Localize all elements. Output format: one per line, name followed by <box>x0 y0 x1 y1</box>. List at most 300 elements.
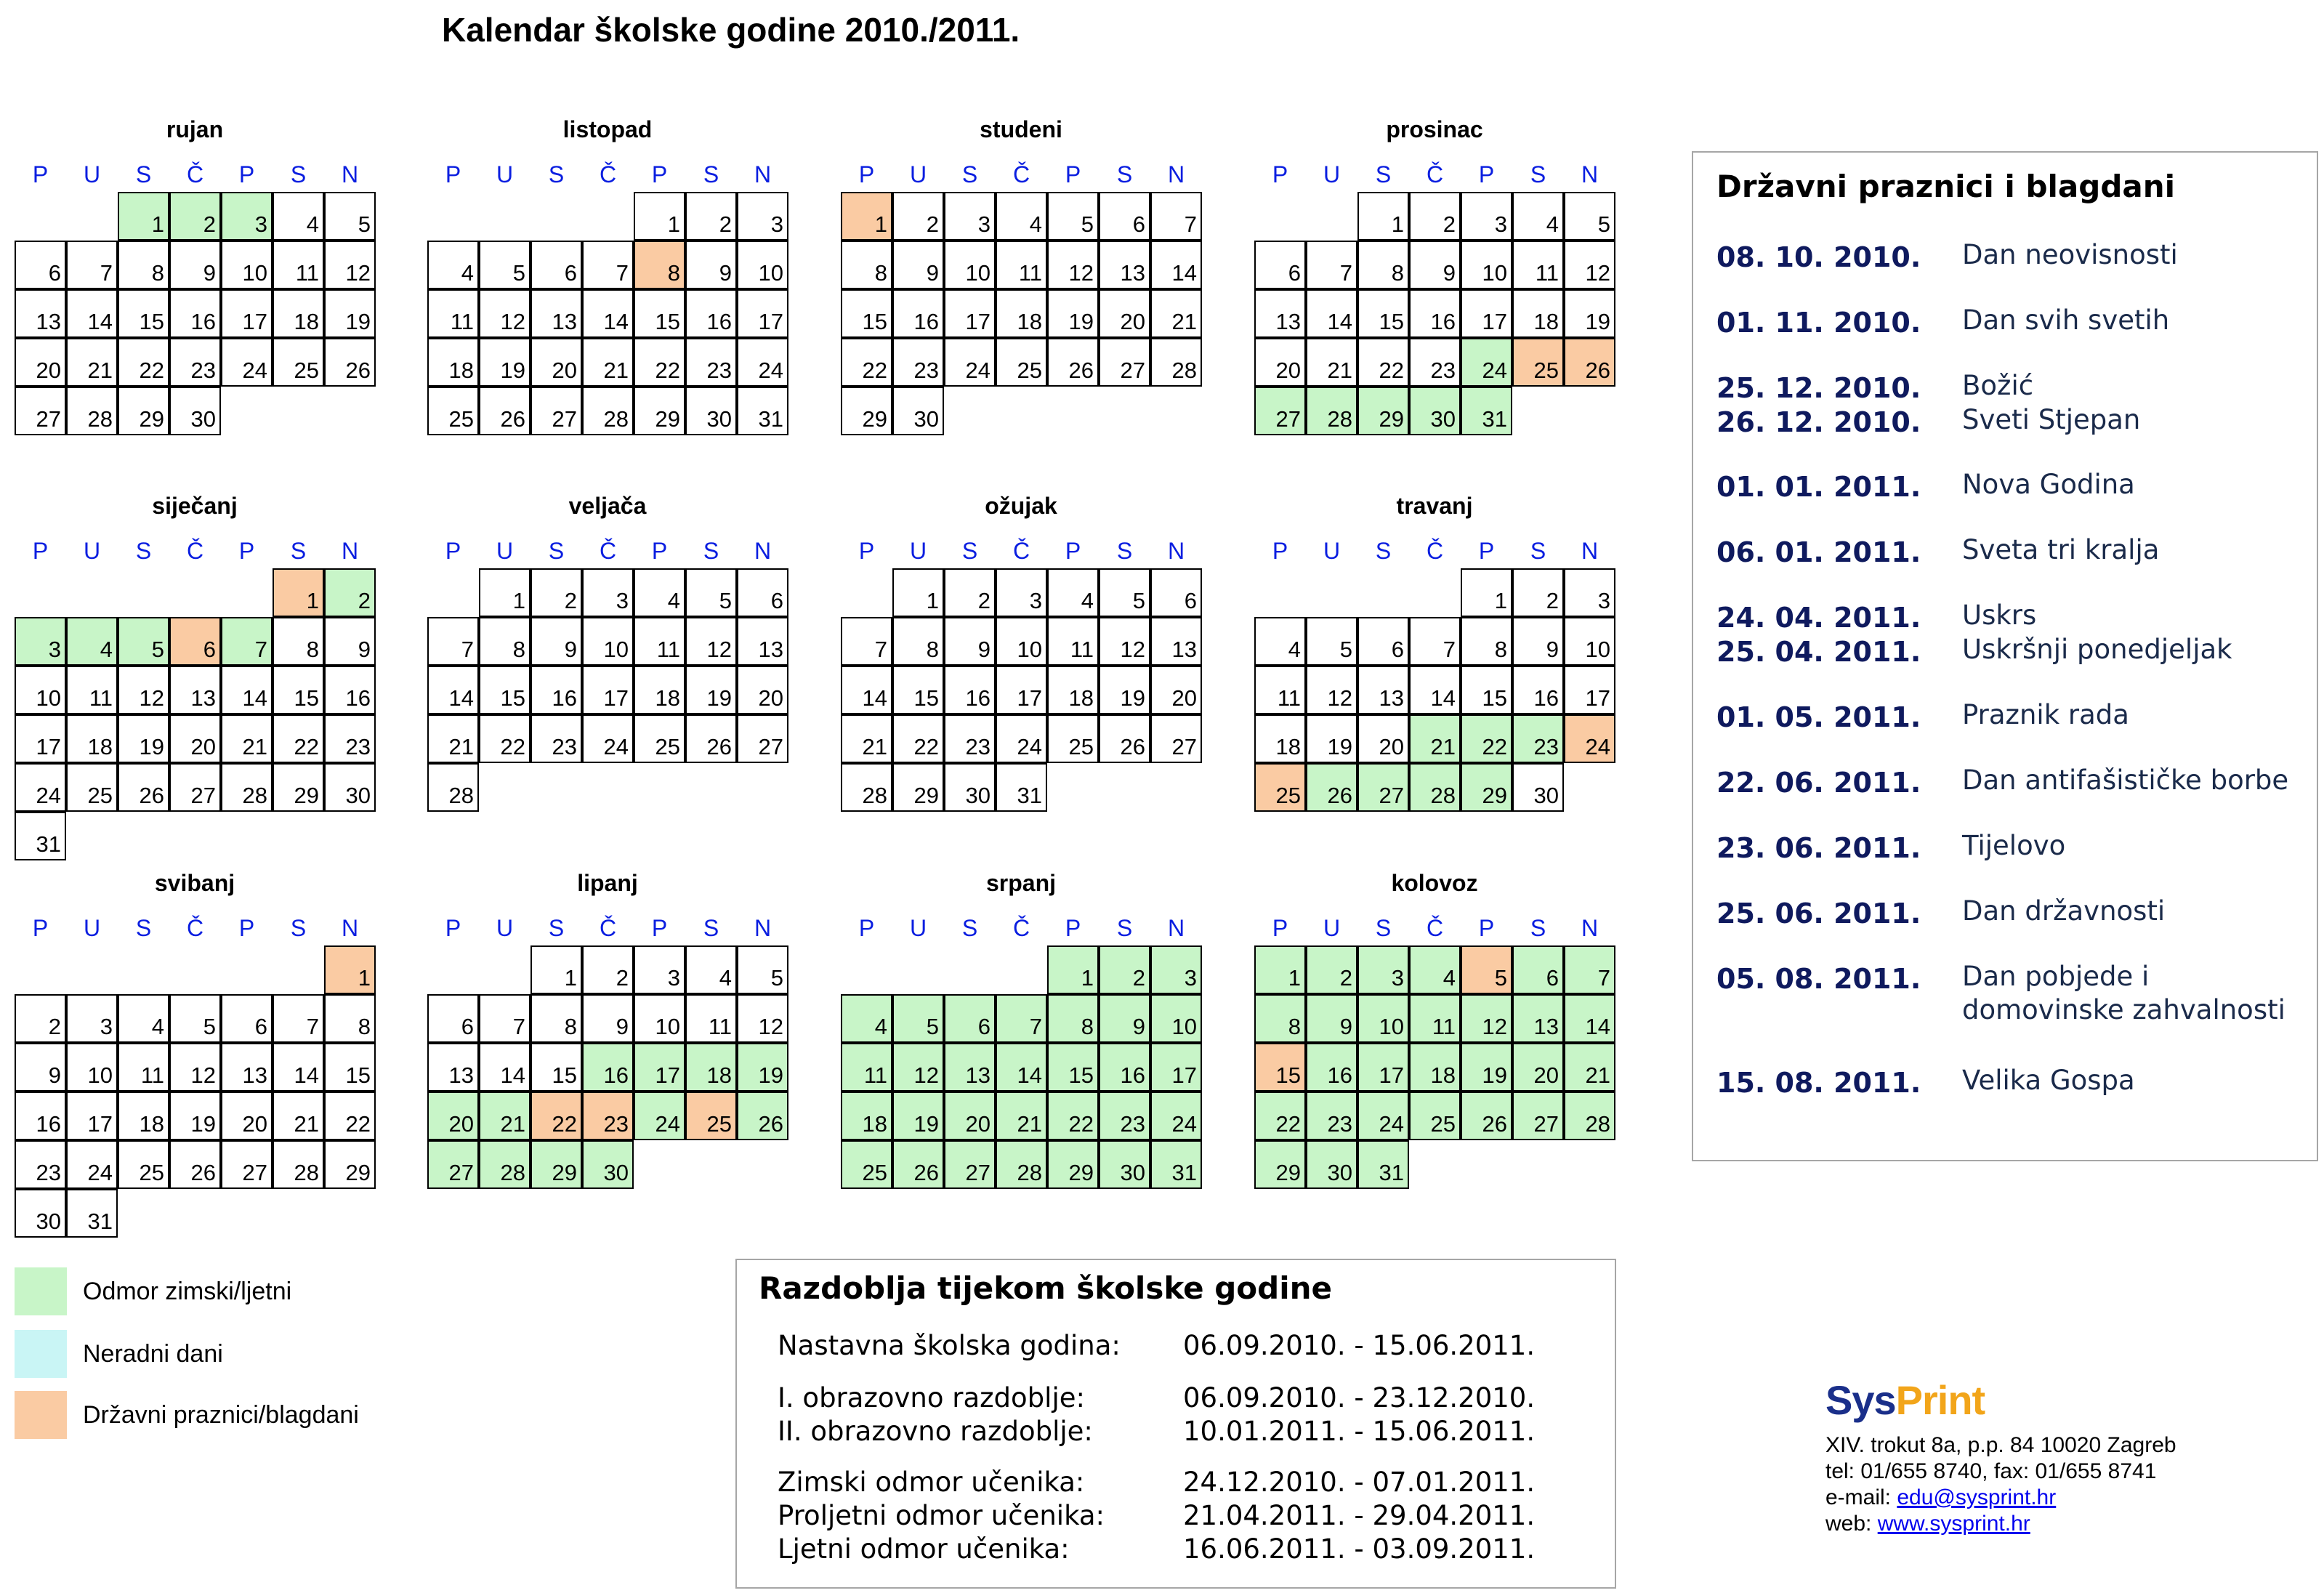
period-range: 16.06.2011. - 03.09.2011. <box>1183 1533 1536 1565</box>
day-cell: 19 <box>169 1092 221 1140</box>
day-cell: 30 <box>944 763 996 812</box>
weekday-label: Č <box>599 161 617 187</box>
day-cell: 22 <box>118 338 169 387</box>
weekday-label: S <box>548 915 565 941</box>
day-cell: 7 <box>841 617 892 666</box>
day-cell: 3 <box>996 568 1047 617</box>
day-cell: 16 <box>324 666 376 714</box>
holiday-date: 01. 05. 2011. <box>1716 701 1921 733</box>
day-cell: 12 <box>118 666 169 714</box>
day-cell: 5 <box>324 192 376 241</box>
day-cell: 23 <box>1306 1092 1357 1140</box>
weekday-label: P <box>445 915 461 941</box>
email-link[interactable]: edu@sysprint.hr <box>1897 1485 2057 1509</box>
day-cell: 4 <box>66 617 118 666</box>
weekday-label: U <box>496 161 514 187</box>
day-cell: 24 <box>15 763 66 812</box>
day-cell: 29 <box>1357 387 1409 435</box>
day-cell: 28 <box>427 763 479 812</box>
weekday-label: S <box>961 161 978 187</box>
day-cell: 27 <box>169 763 221 812</box>
holiday-date: 26. 12. 2010. <box>1716 406 1921 438</box>
day-cell: 30 <box>169 387 221 435</box>
day-cell: 5 <box>1564 192 1615 241</box>
day-cell: 14 <box>479 1043 530 1092</box>
day-cell: 28 <box>479 1140 530 1189</box>
day-cell: 20 <box>1357 714 1409 763</box>
day-cell: 28 <box>273 1140 324 1189</box>
day-cell: 20 <box>1254 338 1306 387</box>
day-cell: 20 <box>1150 666 1202 714</box>
day-cell: 21 <box>996 1092 1047 1140</box>
weekday-label: U <box>1323 538 1341 564</box>
day-cell: 3 <box>1357 945 1409 994</box>
day-cell: 24 <box>944 338 996 387</box>
day-cell: 15 <box>892 666 944 714</box>
day-cell: 21 <box>582 338 634 387</box>
day-cell: 6 <box>1254 241 1306 289</box>
day-cell: 3 <box>737 192 788 241</box>
day-cell: 7 <box>1409 617 1461 666</box>
day-cell: 17 <box>1357 1043 1409 1092</box>
weekday-label: N <box>1167 915 1185 941</box>
day-cell: 9 <box>1306 994 1357 1043</box>
weekday-label: S <box>135 161 152 187</box>
day-cell: 17 <box>66 1092 118 1140</box>
day-cell: 21 <box>66 338 118 387</box>
weekday-label: N <box>341 538 359 564</box>
day-cell: 2 <box>685 192 737 241</box>
day-cell: 8 <box>1357 241 1409 289</box>
day-cell: 28 <box>1150 338 1202 387</box>
day-cell: 30 <box>15 1189 66 1238</box>
day-cell: 8 <box>118 241 169 289</box>
day-cell: 12 <box>1099 617 1150 666</box>
day-cell: 12 <box>324 241 376 289</box>
weekday-label: P <box>651 915 668 941</box>
day-cell: 22 <box>324 1092 376 1140</box>
day-cell: 11 <box>634 617 685 666</box>
company-web-line <box>1825 1512 2030 1536</box>
holiday-name: Dan svih svetih <box>1962 305 2170 336</box>
weekday-label: S <box>548 161 565 187</box>
day-cell: 31 <box>15 812 66 860</box>
day-cell: 13 <box>1512 994 1564 1043</box>
day-cell: 12 <box>169 1043 221 1092</box>
day-cell: 25 <box>1047 714 1099 763</box>
day-cell: 9 <box>169 241 221 289</box>
day-cell: 20 <box>221 1092 273 1140</box>
day-cell: 8 <box>324 994 376 1043</box>
day-cell: 6 <box>221 994 273 1043</box>
weekday-label: P <box>238 538 255 564</box>
day-cell: 15 <box>634 289 685 338</box>
day-cell: 1 <box>530 945 582 994</box>
day-cell: 3 <box>221 192 273 241</box>
day-cell: 29 <box>273 763 324 812</box>
weekday-label: U <box>1323 915 1341 941</box>
day-cell: 4 <box>118 994 169 1043</box>
day-cell: 24 <box>634 1092 685 1140</box>
day-cell: 22 <box>1254 1092 1306 1140</box>
day-cell: 31 <box>1461 387 1512 435</box>
weekday-label: S <box>1375 915 1392 941</box>
holiday-name: Uskrs <box>1962 600 2037 631</box>
day-cell: 31 <box>1150 1140 1202 1189</box>
day-cell: 31 <box>1357 1140 1409 1189</box>
logo-part-sys: Sys <box>1825 1377 1896 1423</box>
day-cell: 17 <box>634 1043 685 1092</box>
day-cell: 4 <box>685 945 737 994</box>
day-cell: 1 <box>1254 945 1306 994</box>
holiday-name: Božić <box>1962 370 2034 401</box>
weekday-label: P <box>651 161 668 187</box>
holiday-date: 23. 06. 2011. <box>1716 832 1921 864</box>
holiday-date: 06. 01. 2011. <box>1716 536 1921 568</box>
day-cell: 7 <box>996 994 1047 1043</box>
day-cell: 3 <box>634 945 685 994</box>
weekday-label: S <box>135 915 152 941</box>
month-name: srpanj <box>985 870 1057 896</box>
day-cell: 10 <box>221 241 273 289</box>
day-cell: 18 <box>1254 714 1306 763</box>
weekday-label: S <box>1530 915 1546 941</box>
month-name: kolovoz <box>1391 870 1478 896</box>
holiday-name: Nova Godina <box>1962 469 2135 500</box>
day-cell: 18 <box>66 714 118 763</box>
day-cell: 14 <box>841 666 892 714</box>
day-cell: 22 <box>479 714 530 763</box>
day-cell: 25 <box>996 338 1047 387</box>
day-cell: 27 <box>1512 1092 1564 1140</box>
day-cell: 21 <box>427 714 479 763</box>
day-cell: 22 <box>1461 714 1512 763</box>
day-cell: 13 <box>221 1043 273 1092</box>
day-cell: 3 <box>15 617 66 666</box>
day-cell: 4 <box>996 192 1047 241</box>
day-cell: 10 <box>1564 617 1615 666</box>
day-cell: 3 <box>582 568 634 617</box>
day-cell: 17 <box>996 666 1047 714</box>
day-cell: 25 <box>634 714 685 763</box>
day-cell: 5 <box>479 241 530 289</box>
day-cell: 30 <box>1512 763 1564 812</box>
day-cell: 23 <box>944 714 996 763</box>
day-cell: 12 <box>1306 666 1357 714</box>
day-cell: 10 <box>1150 994 1202 1043</box>
holiday-name: Dan državnosti <box>1962 895 2166 927</box>
day-cell: 1 <box>118 192 169 241</box>
day-cell: 20 <box>427 1092 479 1140</box>
company-logo <box>1825 1376 1985 1424</box>
day-cell: 6 <box>1150 568 1202 617</box>
day-cell: 7 <box>1306 241 1357 289</box>
day-cell: 13 <box>944 1043 996 1092</box>
day-cell: 4 <box>427 241 479 289</box>
period-label: II. obrazovno razdoblje: <box>778 1416 1093 1447</box>
day-cell: 8 <box>273 617 324 666</box>
day-cell: 15 <box>841 289 892 338</box>
day-cell: 29 <box>841 387 892 435</box>
weekday-label: S <box>1530 538 1546 564</box>
day-cell: 24 <box>221 338 273 387</box>
day-cell: 9 <box>530 617 582 666</box>
day-cell: 14 <box>996 1043 1047 1092</box>
legend-swatch <box>15 1330 67 1378</box>
weekday-label: N <box>1167 161 1185 187</box>
day-cell: 11 <box>841 1043 892 1092</box>
day-cell: 13 <box>737 617 788 666</box>
weekday-label: U <box>909 161 927 187</box>
day-cell: 23 <box>582 1092 634 1140</box>
day-cell: 2 <box>1306 945 1357 994</box>
weekday-label: S <box>1116 915 1133 941</box>
day-cell: 2 <box>15 994 66 1043</box>
day-cell: 16 <box>1306 1043 1357 1092</box>
day-cell: 5 <box>169 994 221 1043</box>
day-cell: 27 <box>221 1140 273 1189</box>
day-cell: 8 <box>1461 617 1512 666</box>
day-cell: 10 <box>944 241 996 289</box>
weekday-label: U <box>83 915 101 941</box>
day-cell: 11 <box>1409 994 1461 1043</box>
day-cell: 18 <box>841 1092 892 1140</box>
weekday-label: U <box>909 538 927 564</box>
weekday-label: S <box>1375 161 1392 187</box>
day-cell: 6 <box>944 994 996 1043</box>
weekday-label: Č <box>186 538 204 564</box>
holiday-date: 15. 08. 2011. <box>1716 1067 1921 1099</box>
day-cell: 15 <box>1254 1043 1306 1092</box>
day-cell: 4 <box>1512 192 1564 241</box>
day-cell: 23 <box>685 338 737 387</box>
day-cell: 9 <box>15 1043 66 1092</box>
day-cell: 1 <box>892 568 944 617</box>
day-cell: 14 <box>221 666 273 714</box>
weekday-label: P <box>32 915 49 941</box>
month-name: listopad <box>562 116 653 142</box>
day-cell: 11 <box>996 241 1047 289</box>
day-cell: 14 <box>273 1043 324 1092</box>
day-cell: 12 <box>737 994 788 1043</box>
day-cell: 29 <box>892 763 944 812</box>
day-cell: 11 <box>1512 241 1564 289</box>
period-range: 10.01.2011. - 15.06.2011. <box>1183 1416 1536 1447</box>
weekday-label: N <box>1581 915 1599 941</box>
day-cell: 19 <box>1099 666 1150 714</box>
weekday-label: P <box>1478 915 1495 941</box>
period-label: Proljetni odmor učenika: <box>778 1500 1105 1531</box>
day-cell: 2 <box>1409 192 1461 241</box>
day-cell: 16 <box>1409 289 1461 338</box>
day-cell: 16 <box>530 666 582 714</box>
weekday-label: N <box>1581 538 1599 564</box>
day-cell: 10 <box>66 1043 118 1092</box>
holidays-panel <box>1692 151 2318 1161</box>
day-cell: 17 <box>944 289 996 338</box>
weekday-label: S <box>961 538 978 564</box>
day-cell: 15 <box>118 289 169 338</box>
weekday-label: P <box>651 538 668 564</box>
weekday-label: S <box>290 538 307 564</box>
day-cell: 6 <box>1357 617 1409 666</box>
weekday-label: Č <box>1012 161 1030 187</box>
day-cell: 30 <box>892 387 944 435</box>
day-cell: 11 <box>1047 617 1099 666</box>
weekday-label: N <box>1167 538 1185 564</box>
day-cell: 28 <box>1409 763 1461 812</box>
company-email-line <box>1825 1485 2056 1510</box>
day-cell: 14 <box>582 289 634 338</box>
day-cell: 2 <box>892 192 944 241</box>
day-cell: 20 <box>169 714 221 763</box>
page-title: Kalendar školske godine 2010./2011. <box>442 11 1020 49</box>
day-cell: 22 <box>841 338 892 387</box>
day-cell: 21 <box>841 714 892 763</box>
day-cell: 9 <box>685 241 737 289</box>
day-cell: 23 <box>1409 338 1461 387</box>
day-cell: 5 <box>892 994 944 1043</box>
holiday-name: Uskršnji ponedjeljak <box>1962 634 2232 665</box>
day-cell: 26 <box>685 714 737 763</box>
period-range: 06.09.2010. - 23.12.2010. <box>1183 1382 1536 1413</box>
day-cell: 21 <box>1306 338 1357 387</box>
day-cell: 20 <box>15 338 66 387</box>
day-cell: 8 <box>530 994 582 1043</box>
day-cell: 17 <box>737 289 788 338</box>
legend-swatch <box>15 1391 67 1439</box>
month-name: studeni <box>980 116 1062 142</box>
day-cell: 7 <box>582 241 634 289</box>
day-cell: 19 <box>1564 289 1615 338</box>
weekday-label: N <box>341 161 359 187</box>
day-cell: 11 <box>66 666 118 714</box>
day-cell: 26 <box>479 387 530 435</box>
day-cell: 18 <box>1409 1043 1461 1092</box>
company-address: XIV. trokut 8a, p.p. 84 10020 Zagreb <box>1825 1433 2176 1457</box>
day-cell: 21 <box>221 714 273 763</box>
day-cell: 23 <box>530 714 582 763</box>
weekday-label: P <box>238 915 255 941</box>
weekday-label: N <box>754 161 772 187</box>
day-cell: 12 <box>1564 241 1615 289</box>
month-name: prosinac <box>1386 116 1483 142</box>
day-cell: 20 <box>944 1092 996 1140</box>
day-cell: 13 <box>1099 241 1150 289</box>
holiday-name: Dan pobjede i domovinske zahvalnosti <box>1962 961 2285 1025</box>
day-cell: 13 <box>169 666 221 714</box>
weekday-label: S <box>703 161 719 187</box>
day-cell: 10 <box>1461 241 1512 289</box>
month-name: travanj <box>1396 493 1473 519</box>
day-cell: 8 <box>634 241 685 289</box>
holidays-panel-title: Državni praznici i blagdani <box>1716 169 2176 204</box>
period-range: 21.04.2011. - 29.04.2011. <box>1183 1500 1536 1531</box>
holiday-date: 05. 08. 2011. <box>1716 963 1921 995</box>
day-cell: 15 <box>324 1043 376 1092</box>
day-cell: 9 <box>324 617 376 666</box>
weekday-label: Č <box>1426 161 1444 187</box>
day-cell: 27 <box>427 1140 479 1189</box>
day-cell: 24 <box>737 338 788 387</box>
day-cell: 24 <box>66 1140 118 1189</box>
day-cell: 8 <box>479 617 530 666</box>
period-range: 06.09.2010. - 15.06.2011. <box>1183 1330 1536 1361</box>
day-cell: 11 <box>1254 666 1306 714</box>
month-name: ožujak <box>985 493 1057 519</box>
month-name: siječanj <box>152 493 238 519</box>
day-cell: 28 <box>66 387 118 435</box>
weekday-label: S <box>1116 538 1133 564</box>
day-cell: 30 <box>1306 1140 1357 1189</box>
day-cell: 28 <box>996 1140 1047 1189</box>
day-cell: 23 <box>1512 714 1564 763</box>
day-cell: 22 <box>1047 1092 1099 1140</box>
day-cell: 26 <box>1461 1092 1512 1140</box>
day-cell: 4 <box>273 192 324 241</box>
day-cell: 5 <box>737 945 788 994</box>
day-cell: 5 <box>1306 617 1357 666</box>
weekday-label: P <box>1065 538 1081 564</box>
day-cell: 11 <box>685 994 737 1043</box>
web-link[interactable]: www.sysprint.hr <box>1877 1512 2030 1536</box>
day-cell: 25 <box>66 763 118 812</box>
day-cell: 2 <box>582 945 634 994</box>
day-cell: 10 <box>996 617 1047 666</box>
day-cell: 4 <box>1047 568 1099 617</box>
day-cell: 23 <box>15 1140 66 1189</box>
day-cell: 29 <box>1254 1140 1306 1189</box>
period-range: 24.12.2010. - 07.01.2011. <box>1183 1467 1536 1498</box>
day-cell: 8 <box>1047 994 1099 1043</box>
day-cell: 1 <box>634 192 685 241</box>
day-cell: 27 <box>1254 387 1306 435</box>
weekday-label: S <box>548 538 565 564</box>
day-cell: 27 <box>1150 714 1202 763</box>
weekday-label: Č <box>1012 915 1030 941</box>
day-cell: 26 <box>118 763 169 812</box>
weekday-label: Č <box>1426 538 1444 564</box>
weekday-label: P <box>1272 538 1288 564</box>
day-cell: 10 <box>15 666 66 714</box>
day-cell: 22 <box>634 338 685 387</box>
day-cell: 18 <box>118 1092 169 1140</box>
day-cell: 19 <box>479 338 530 387</box>
weekday-label: Č <box>1012 538 1030 564</box>
day-cell: 2 <box>1099 945 1150 994</box>
day-cell: 28 <box>1306 387 1357 435</box>
holiday-date: 01. 01. 2011. <box>1716 471 1921 503</box>
day-cell: 17 <box>15 714 66 763</box>
day-cell: 17 <box>221 289 273 338</box>
day-cell: 7 <box>1150 192 1202 241</box>
day-cell: 6 <box>1512 945 1564 994</box>
day-cell: 28 <box>221 763 273 812</box>
day-cell: 18 <box>996 289 1047 338</box>
day-cell: 30 <box>324 763 376 812</box>
day-cell: 28 <box>1564 1092 1615 1140</box>
weekday-label: U <box>1323 161 1341 187</box>
weekday-label: S <box>1116 161 1133 187</box>
day-cell: 12 <box>1047 241 1099 289</box>
weekday-label: N <box>754 538 772 564</box>
day-cell: 13 <box>530 289 582 338</box>
logo-part-print: Print <box>1895 1377 1985 1423</box>
weekday-label: U <box>909 915 927 941</box>
holiday-name: Tijelovo <box>1962 830 2066 861</box>
day-cell: 21 <box>273 1092 324 1140</box>
day-cell: 24 <box>582 714 634 763</box>
